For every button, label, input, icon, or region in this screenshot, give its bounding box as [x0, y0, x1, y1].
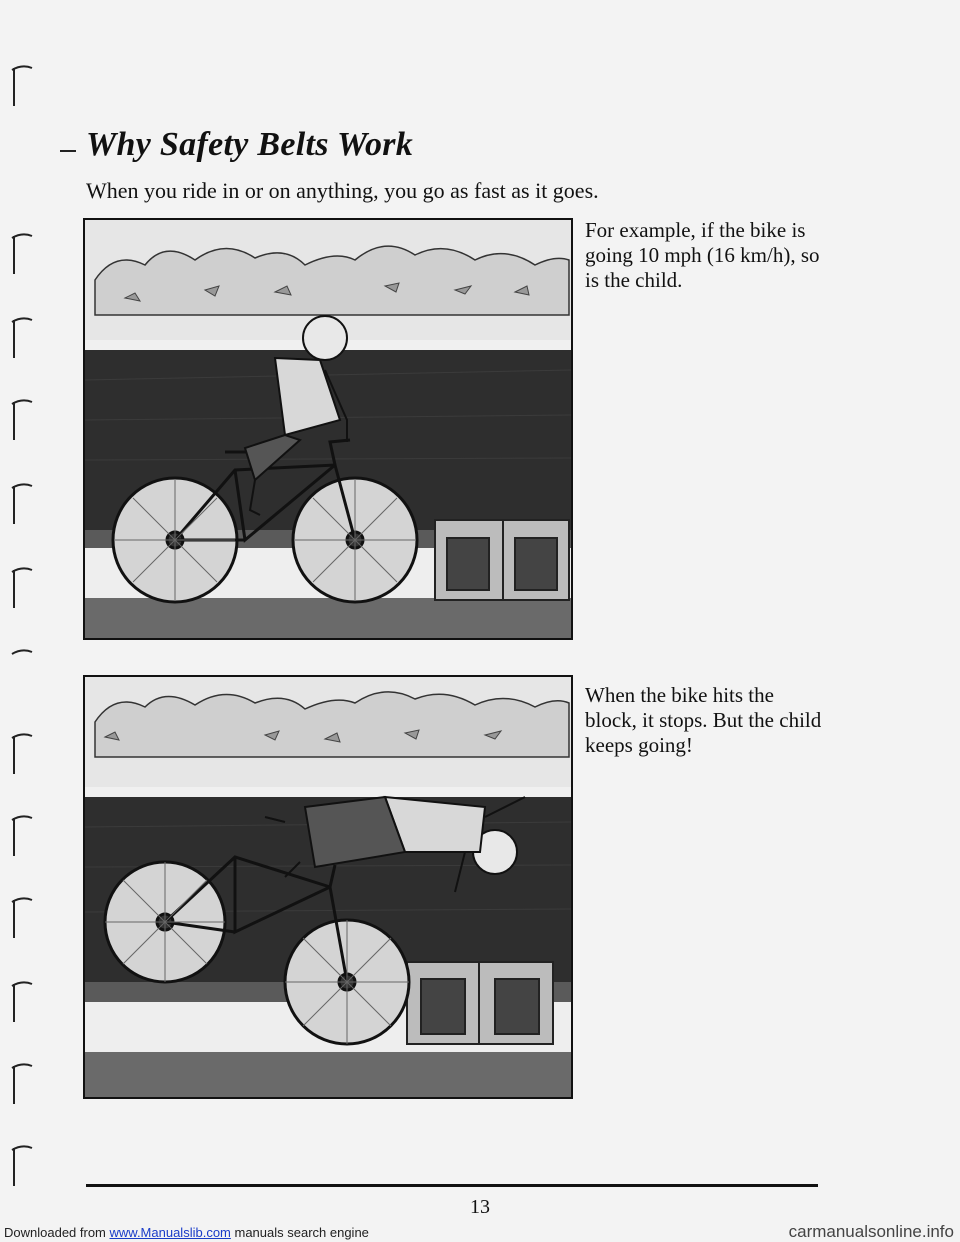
footer-rule — [86, 1184, 818, 1187]
watermark-prefix: Downloaded from — [4, 1225, 110, 1240]
margin-mark — [8, 560, 42, 620]
watermark-text — [4, 1225, 369, 1240]
margin-mark — [8, 1056, 42, 1116]
margin-mark — [8, 58, 42, 118]
margin-mark — [8, 974, 42, 1034]
caption-impact: When the bike hits the block, it stops. But the child keeps going! — [585, 683, 822, 757]
margin-mark — [8, 392, 42, 452]
margin-mark — [8, 890, 42, 950]
margin-mark — [8, 808, 42, 868]
margin-mark — [8, 1138, 42, 1198]
intro-text: When you ride in or on anything, you go as fast as it goes. — [86, 178, 599, 203]
page-number: 13 — [470, 1196, 490, 1218]
margin-mark — [8, 642, 42, 702]
margin-mark — [8, 310, 42, 370]
watermark-site: carmanualsonline.info — [788, 1222, 954, 1241]
margin-mark — [8, 226, 42, 286]
margin-mark — [8, 476, 42, 536]
watermark-bar — [0, 1222, 960, 1242]
margin-mark — [8, 726, 42, 786]
page-title: Why Safety Belts Work — [86, 126, 414, 163]
manualslib-link[interactable]: www.Manualslib.com — [109, 1225, 231, 1240]
title-dash — [60, 150, 76, 152]
illustration-child-thrown — [83, 675, 573, 1099]
caption-example: For example, if the bike is going 10 mph (16 km/h), so is the child. — [585, 218, 820, 292]
illustration-child-riding — [83, 218, 573, 640]
watermark-suffix: manuals search engine — [230, 1225, 369, 1240]
